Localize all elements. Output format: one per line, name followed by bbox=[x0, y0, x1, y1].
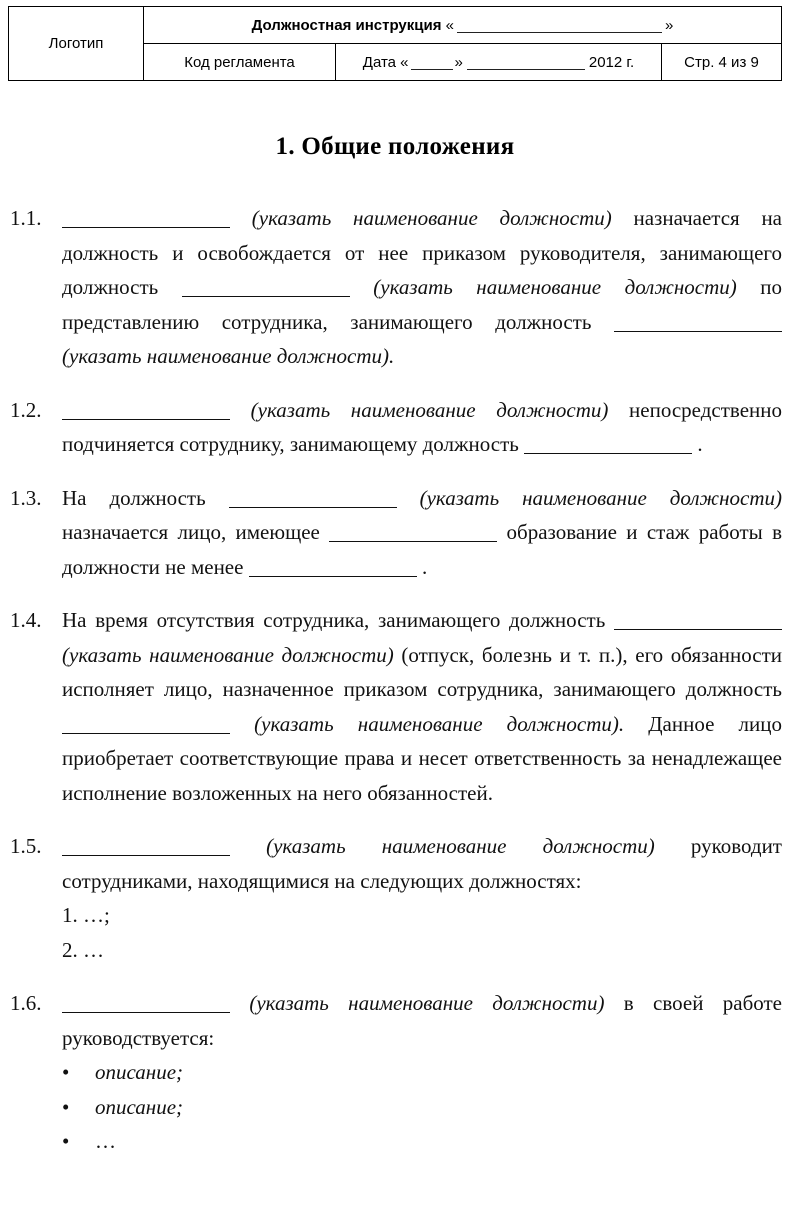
regulation-code-cell: Код регламента bbox=[144, 44, 336, 81]
paragraph-body bbox=[62, 201, 782, 374]
paragraph-text bbox=[62, 603, 782, 810]
italic-placeholder: (указать наименование должности) bbox=[373, 275, 737, 299]
doc-title-cell bbox=[144, 7, 782, 44]
paragraph-body bbox=[62, 829, 782, 967]
paragraph-text bbox=[62, 201, 782, 374]
paragraph-number: 1.1. bbox=[10, 206, 42, 230]
paragraph-body bbox=[62, 603, 782, 810]
text-run: назначается на должность и освобождается от нее приказом руководителя, занимающего должность bbox=[62, 206, 782, 299]
blank-line bbox=[62, 419, 230, 420]
text-run bbox=[230, 398, 251, 422]
text-run bbox=[397, 486, 420, 510]
paragraph-number: 1.2. bbox=[10, 397, 42, 422]
date-day-blank-line bbox=[411, 69, 453, 70]
italic-placeholder: (указать наименование должности) bbox=[251, 206, 612, 230]
paragraph-number: 1.5. bbox=[10, 834, 42, 858]
paragraphs bbox=[10, 201, 782, 1159]
text-run: Данное лицо приобретает соответствующие права и несет ответственность за ненадлежащее исполнение возложенных на него обязанностей. bbox=[62, 711, 783, 805]
paragraph-body bbox=[62, 986, 782, 1159]
text-run: На время отсутствия сотрудника, занимающего должность bbox=[62, 608, 614, 632]
paragraph bbox=[10, 829, 782, 967]
italic-placeholder: (указать наименование должности) bbox=[266, 834, 655, 858]
blank-line bbox=[62, 733, 230, 734]
paragraph-text bbox=[62, 829, 782, 898]
text-run: непосредственно подчиняется сотруднику, занимающему должность bbox=[62, 397, 782, 456]
blank-line bbox=[62, 855, 230, 856]
close-quote: » bbox=[665, 16, 674, 34]
paragraph-number: 1.3. bbox=[10, 485, 42, 510]
paragraph-body bbox=[62, 481, 782, 585]
paragraph bbox=[10, 603, 782, 810]
text-run bbox=[350, 275, 374, 299]
logo-cell bbox=[9, 7, 144, 81]
page-number-cell: Стр. 4 из 9 bbox=[662, 44, 782, 81]
bullet-item bbox=[62, 1055, 782, 1090]
bullet-icon: • bbox=[62, 1094, 70, 1119]
header-table bbox=[8, 6, 782, 81]
date-close-quote: » bbox=[454, 53, 463, 71]
text-run: (отпуск, болезнь и т. п.), его обязанности исполняет лицо, назначенное приказом сотрудника, занимающего должность bbox=[62, 642, 782, 701]
italic-placeholder: (указать наименование должности) bbox=[250, 397, 609, 422]
blank-line bbox=[62, 1012, 230, 1013]
blank-line bbox=[62, 227, 230, 228]
text-run: На должность bbox=[62, 485, 229, 510]
blank-line bbox=[614, 629, 782, 630]
bullet-text: описание; bbox=[95, 1094, 184, 1119]
paragraph-text bbox=[62, 481, 782, 585]
bullet-text: … bbox=[95, 1129, 116, 1153]
date-cell bbox=[336, 44, 662, 81]
paragraph-body bbox=[62, 393, 782, 462]
open-quote: « bbox=[445, 16, 454, 34]
italic-placeholder: (указать наименование должности) bbox=[419, 485, 782, 510]
text-run: руководит сотрудниками, находящимися на следующих должностях: bbox=[62, 834, 782, 893]
text-run: по представлению сотрудника, занимающего должность bbox=[62, 275, 783, 334]
blank-line bbox=[614, 331, 782, 332]
paragraph-number: 1.4. bbox=[10, 608, 42, 632]
blank-line bbox=[329, 541, 497, 542]
text-run: образование и стаж работы в должности не менее bbox=[62, 520, 782, 579]
text-run bbox=[230, 206, 252, 230]
text-run bbox=[230, 834, 266, 858]
date-month-blank-line bbox=[467, 69, 585, 70]
sublist-item: 2. … bbox=[62, 937, 104, 962]
italic-placeholder: (указать наименование должности) bbox=[249, 991, 605, 1015]
blank-line bbox=[182, 296, 350, 297]
bullet-item bbox=[62, 1090, 782, 1125]
date-label: Дата « bbox=[362, 53, 409, 71]
section-title: 1. Общие положения bbox=[275, 133, 515, 160]
sublist-item: 1. …; bbox=[62, 903, 110, 927]
paragraph bbox=[10, 481, 782, 585]
italic-placeholder: (указать наименование должности) bbox=[62, 642, 394, 667]
text-run: . bbox=[416, 554, 428, 579]
paragraph-number: 1.6. bbox=[10, 991, 42, 1015]
blank-line bbox=[229, 507, 397, 508]
text-run bbox=[230, 991, 249, 1015]
bullet-item bbox=[62, 1124, 782, 1159]
blank-line bbox=[524, 453, 692, 454]
italic-placeholder: (указать наименование должности). bbox=[254, 711, 625, 736]
text-run: в своей работе руководствуется: bbox=[62, 991, 782, 1050]
bullet-icon: • bbox=[62, 1129, 70, 1153]
text-run: . bbox=[692, 432, 703, 456]
text-run: назначается лицо, имеющее bbox=[62, 520, 330, 544]
italic-placeholder: (указать наименование должности). bbox=[62, 344, 395, 368]
bullet-icon: • bbox=[62, 1060, 70, 1084]
date-year: 2012 г. bbox=[588, 53, 635, 71]
paragraph bbox=[10, 393, 782, 462]
paragraph bbox=[10, 986, 782, 1159]
doc-title: Должностная инструкция bbox=[251, 16, 442, 34]
paragraph bbox=[10, 201, 782, 374]
bullet-text: описание; bbox=[95, 1060, 184, 1084]
paragraph-text bbox=[62, 393, 782, 462]
text-run bbox=[230, 712, 254, 736]
blank-line bbox=[249, 576, 417, 577]
paragraph-text bbox=[62, 986, 782, 1055]
title-blank-line bbox=[457, 32, 662, 33]
logo-text: Логотип bbox=[48, 35, 104, 52]
